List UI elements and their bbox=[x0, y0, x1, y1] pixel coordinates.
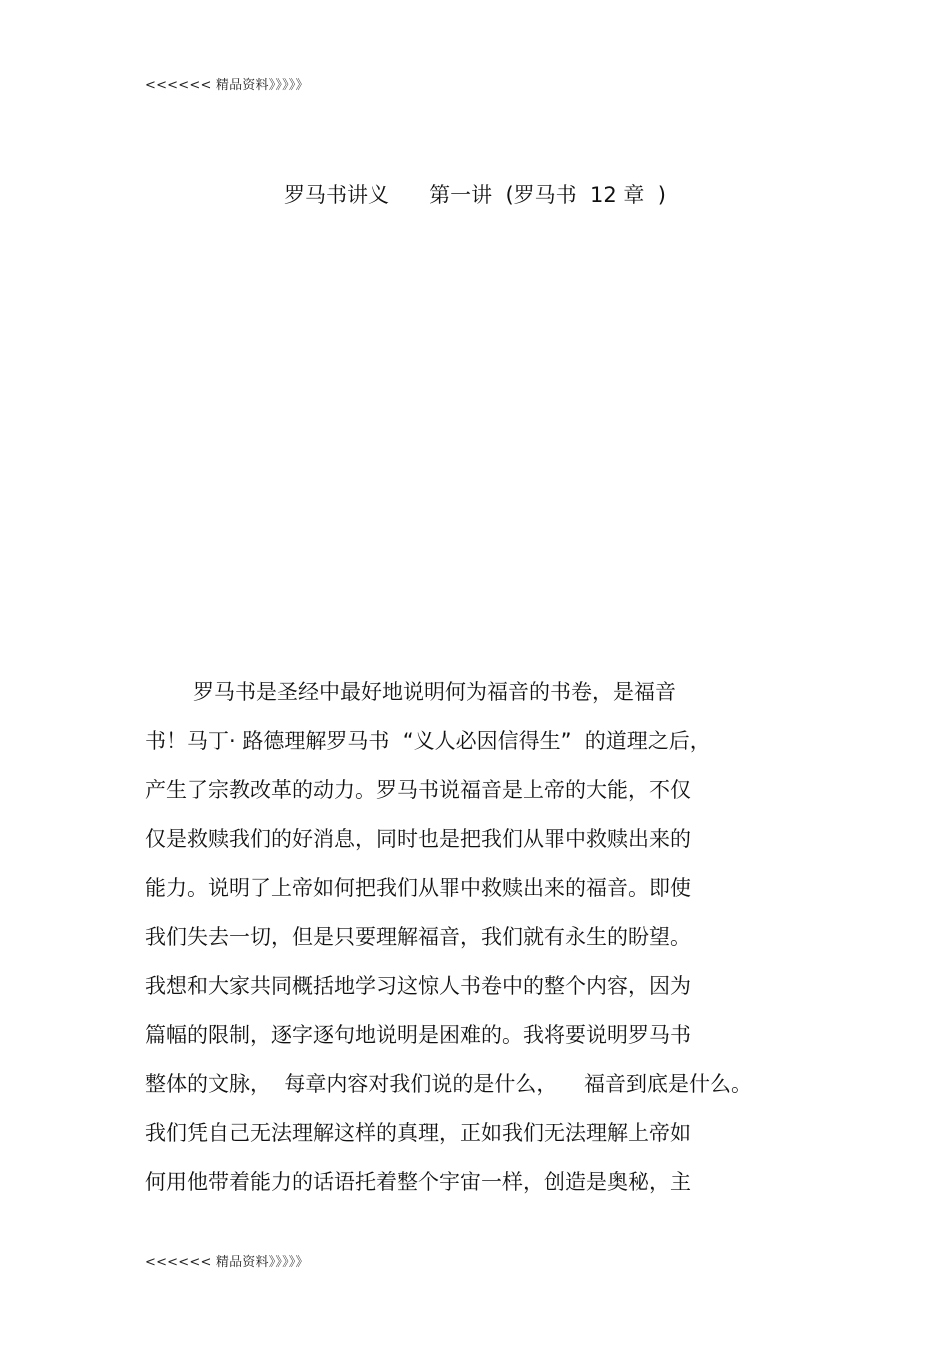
page-header: <<<<<< 精品资料》》》》》 bbox=[145, 78, 309, 93]
body-line: 能力。说明了上帝如何把我们从罪中救赎出来的福音。即使 bbox=[145, 876, 691, 900]
page-footer: <<<<<< 精品资料》》》》》 bbox=[145, 1255, 309, 1270]
document-title: 罗马书讲义 第一讲 (罗马书 12 章 ) bbox=[284, 183, 666, 207]
body-line: 我们凭自己无法理解这样的真理，正如我们无法理解上帝如 bbox=[145, 1121, 691, 1145]
body-line: 仅是救赎我们的好消息，同时也是把我们从罪中救赎出来的 bbox=[145, 827, 691, 851]
body-line: 整体的文脉， 每章内容对我们说的是什么， 福音到底是什么。 bbox=[145, 1072, 753, 1096]
body-paragraph bbox=[145, 674, 825, 1213]
body-line: 何用他带着能力的话语托着整个宇宙一样，创造是奥秘，主 bbox=[145, 1170, 691, 1194]
body-line: 我们失去一切，但是只要理解福音，我们就有永生的盼望。 bbox=[145, 925, 691, 949]
body-line: 产生了宗教改革的动力。罗马书说福音是上帝的大能，不仅 bbox=[145, 778, 691, 802]
body-line: 篇幅的限制，逐字逐句地说明是困难的。我将要说明罗马书 bbox=[145, 1023, 691, 1047]
body-line: 书！马丁· 路德理解罗马书 “义人必因信得生” 的道理之后， bbox=[145, 729, 711, 753]
body-line: 罗马书是圣经中最好地说明何为福音的书卷，是福音 bbox=[193, 680, 676, 704]
body-line: 我想和大家共同概括地学习这惊人书卷中的整个内容，因为 bbox=[145, 974, 691, 998]
